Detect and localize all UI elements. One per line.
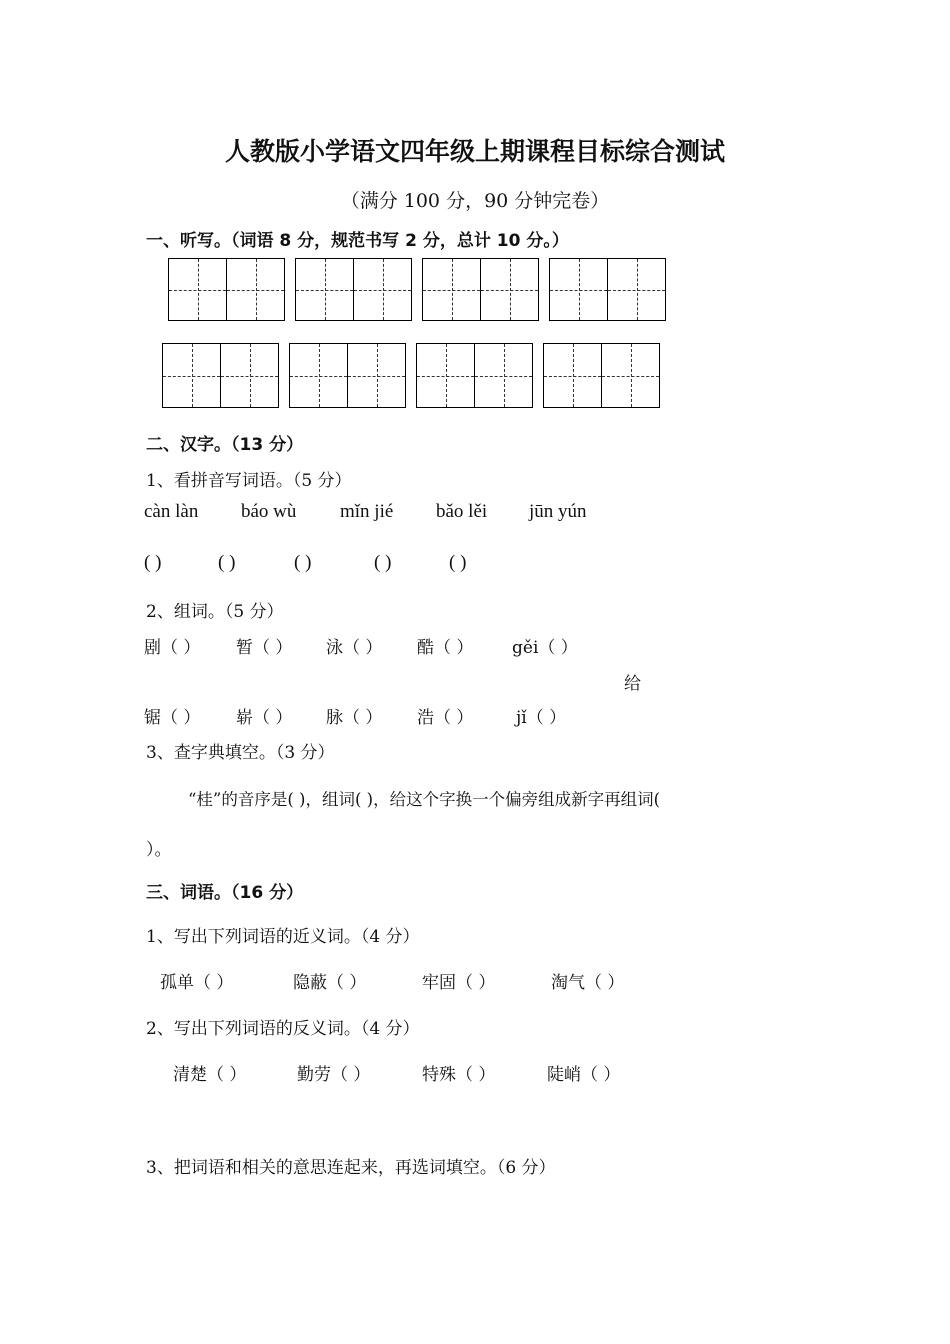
pinyin-item: bǎo lěi — [436, 501, 488, 522]
hint-character: 给 — [624, 674, 641, 694]
section3-heading: 三、词语。（16 分） — [146, 883, 304, 903]
question-label: 2、写出下列词语的反义词。（4 分） — [146, 1019, 420, 1039]
dictionary-question-line2: ）。 — [146, 840, 172, 860]
answer-blank[interactable]: ( ) — [218, 552, 236, 573]
pinyin-item: jūn yún — [529, 501, 587, 522]
antonym-item[interactable]: 陡峭（ ） — [547, 1065, 621, 1085]
word-item[interactable]: 泳（ ） — [326, 638, 383, 658]
word-item[interactable]: 酷（ ） — [417, 638, 474, 658]
writing-box[interactable] — [168, 258, 285, 321]
writing-box[interactable] — [295, 258, 412, 321]
word-item[interactable]: gěi（ ） — [512, 638, 578, 658]
writing-box[interactable] — [422, 258, 539, 321]
word-item[interactable]: jǐ（ ） — [516, 708, 567, 728]
synonym-item[interactable]: 淘气（ ） — [551, 973, 625, 993]
pinyin-item: mǐn jié — [340, 501, 394, 522]
answer-blank[interactable]: ( ) — [144, 552, 162, 573]
writing-box[interactable] — [543, 343, 660, 408]
antonym-item[interactable]: 勤劳（ ） — [297, 1065, 371, 1085]
page-title: 人教版小学语文四年级上期课程目标综合测试 — [224, 137, 725, 166]
word-item[interactable]: 崭（ ） — [236, 708, 293, 728]
word-item[interactable]: 浩（ ） — [417, 708, 474, 728]
word-item[interactable]: 锯（ ） — [144, 708, 201, 728]
pinyin-item: báo wù — [241, 501, 297, 522]
word-item[interactable]: 脉（ ） — [326, 708, 383, 728]
question-label: 2、组词。（5 分） — [146, 602, 284, 622]
section1-heading: 一、听写。（词语 8 分，规范书写 2 分，总计 10 分。） — [146, 231, 569, 251]
answer-blank[interactable]: ( ) — [294, 552, 312, 573]
writing-box[interactable] — [289, 343, 406, 408]
writing-box[interactable] — [416, 343, 533, 408]
writing-box[interactable] — [549, 258, 666, 321]
dictionary-question-line1: “桂”的音序是( )，组词( )，给这个字换一个偏旁组成新字再组词( — [188, 790, 661, 809]
antonym-item[interactable]: 清楚（ ） — [173, 1065, 247, 1085]
page-subtitle: （满分 100 分，90 分钟完卷） — [340, 190, 610, 212]
writing-box[interactable] — [162, 343, 279, 408]
synonym-item[interactable]: 隐蔽（ ） — [293, 973, 367, 993]
synonym-item[interactable]: 牢固（ ） — [422, 973, 496, 993]
question-label: 3、把词语和相关的意思连起来，再选词填空。（6 分） — [146, 1158, 556, 1178]
question-label: 3、查字典填空。（3 分） — [146, 743, 335, 763]
section2-heading: 二、汉字。（13 分） — [146, 435, 304, 455]
pinyin-item: càn làn — [144, 501, 199, 522]
answer-blank[interactable]: ( ) — [374, 552, 392, 573]
antonym-item[interactable]: 特殊（ ） — [422, 1065, 496, 1085]
word-item[interactable]: 暂（ ） — [236, 638, 293, 658]
question-label: 1、看拼音写词语。（5 分） — [146, 471, 352, 491]
answer-blank[interactable]: ( ) — [449, 552, 467, 573]
question-label: 1、写出下列词语的近义词。（4 分） — [146, 927, 420, 947]
synonym-item[interactable]: 孤单（ ） — [160, 973, 234, 993]
word-item[interactable]: 剧（ ） — [144, 638, 201, 658]
